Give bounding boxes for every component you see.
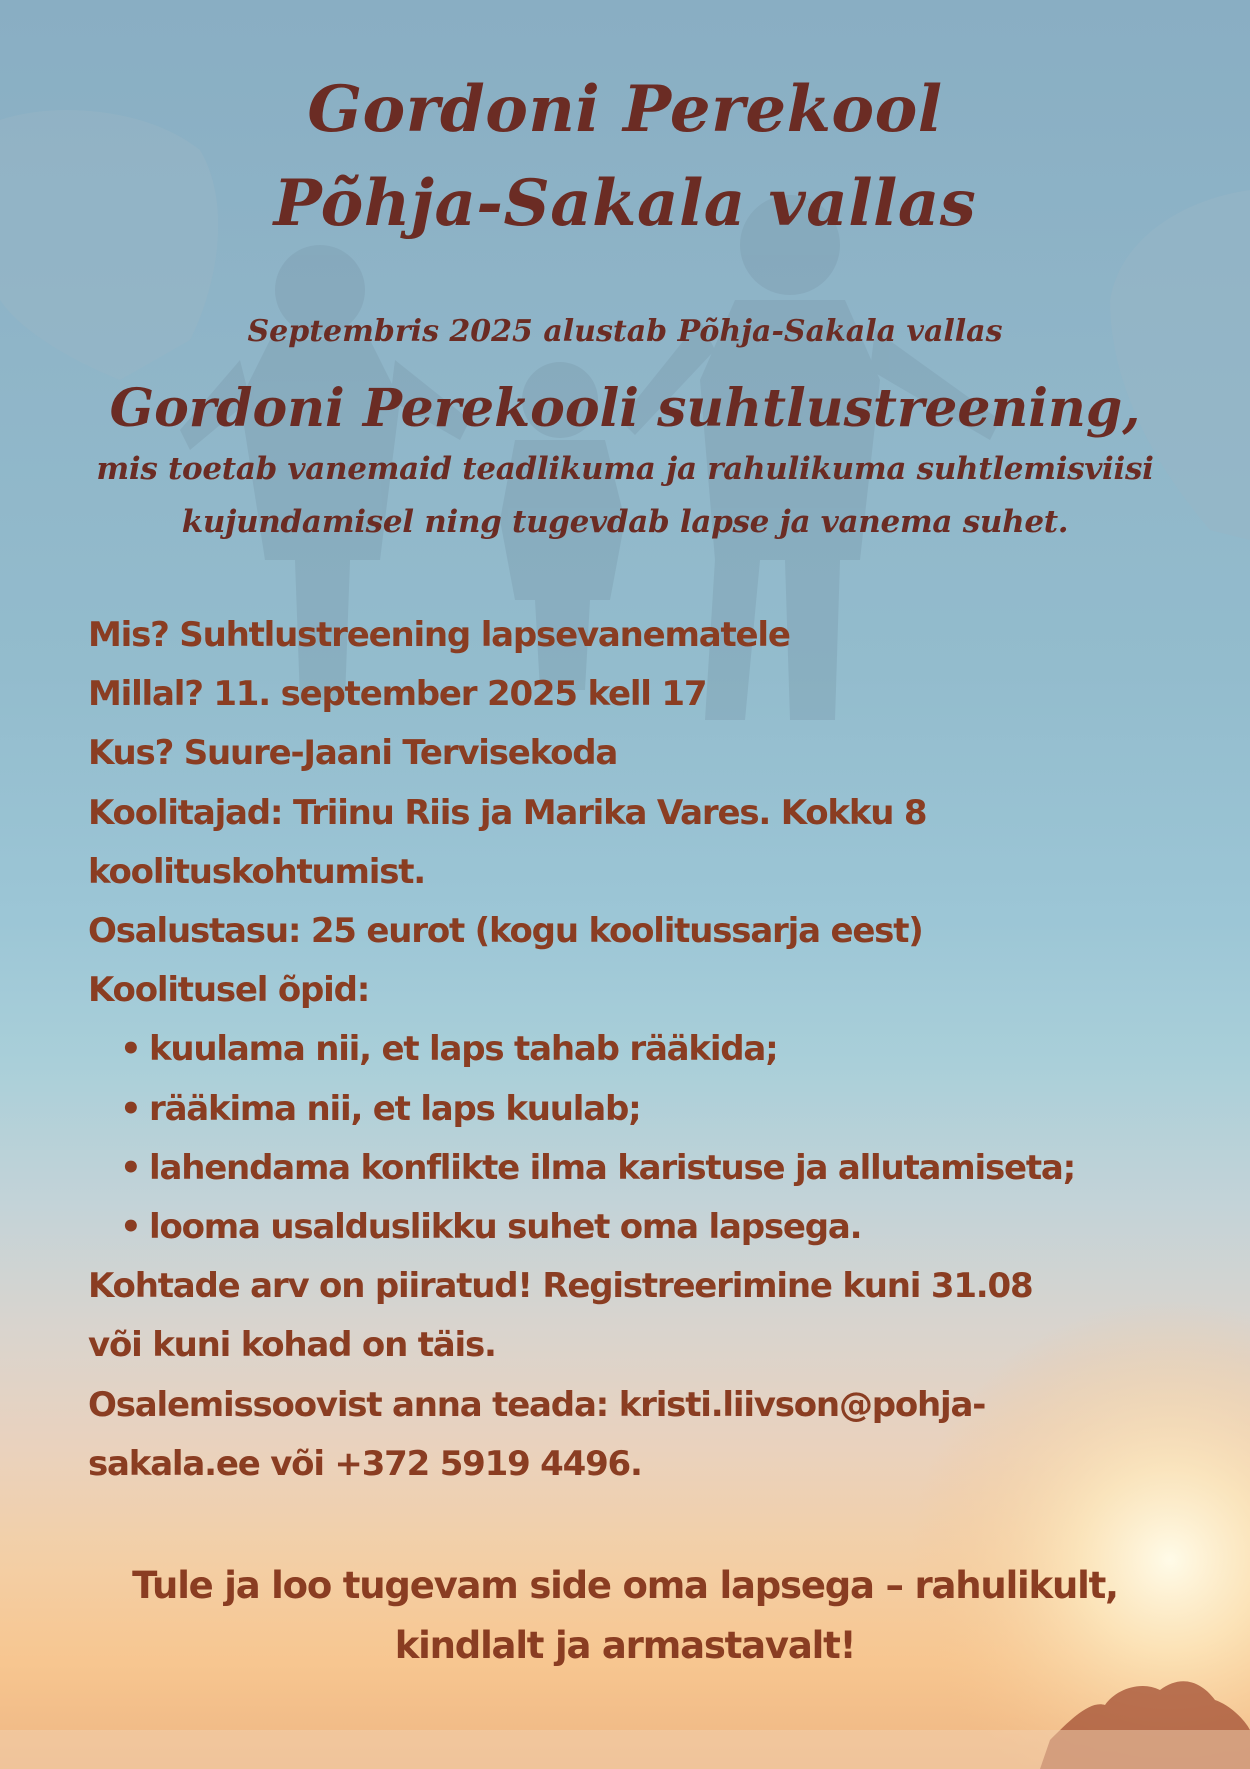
registration-line-2: või kuni kohad on täis. [88,1325,496,1366]
bullet: • [120,1029,141,1070]
detail-what: Mis? Suhtlustreening lapsevanematele [88,615,790,655]
learn-heading: Koolitusel õpid: [88,970,370,1011]
list-item [88,1080,1198,1139]
list-item-text: lahendama konflikte ilma karistuse ja allutamiseta; [149,1147,1076,1188]
detail-trainers-line-2: koolituskohtumist. [88,851,426,892]
list-item-text: looma usalduslikku suhet oma lapsega. [149,1207,862,1248]
bullet: • [120,1088,141,1129]
intro-line: Septembris 2025 alustab Põhja-Sakala vallas [247,314,1003,349]
list-item-text: rääkima nii, et laps kuulab; [149,1088,641,1129]
list-item-text: kuulama nii, et laps tahab rääkida; [149,1029,778,1070]
list-item [88,1020,1198,1079]
bullet: • [120,1147,141,1188]
detail-trainers-line-1: Koolitajad: Triinu Riis ja Marika Vares. Kokku 8 [88,792,927,833]
list-item [88,1139,1198,1198]
description-line-2: kujundamisel ning tugevdab lapse ja vanema suhet. [181,504,1069,540]
closing-line-1: Tule ja loo tugevam side oma lapsega – rahulikult, [132,1564,1118,1607]
list-item [88,1198,1198,1257]
course-title: Gordoni Perekooli suhtlustreening, [109,378,1141,439]
closing-line-2: kindlalt ja armastavalt! [394,1624,856,1667]
contact-line-2: sakala.ee või +372 5919 4496. [88,1443,642,1484]
poster-title-line-2: Põhja-Sakala vallas [273,166,977,241]
detail-when: Millal? 11. september 2025 kell 17 [88,674,707,715]
bullet: • [120,1207,141,1248]
contact-line-1: Osalemissoovist anna teada: kristi.liivson@pohja- [88,1384,986,1425]
description-line-1: mis toetab vanemaid teadlikuma ja rahulikuma suhtlemisviisi [96,451,1154,487]
registration-line-1: Kohtade arv on piiratud! Registreerimine kuni 31.08 [88,1266,1033,1307]
detail-where: Kus? Suure-Jaani Tervisekoda [88,733,618,774]
learn-list [88,1020,1198,1257]
poster-title-line-1: Gordoni Perekool [307,72,943,147]
course-details [88,606,1198,1494]
detail-fee: Osalustasu: 25 eurot (kogu koolitussarja eest) [88,911,923,952]
